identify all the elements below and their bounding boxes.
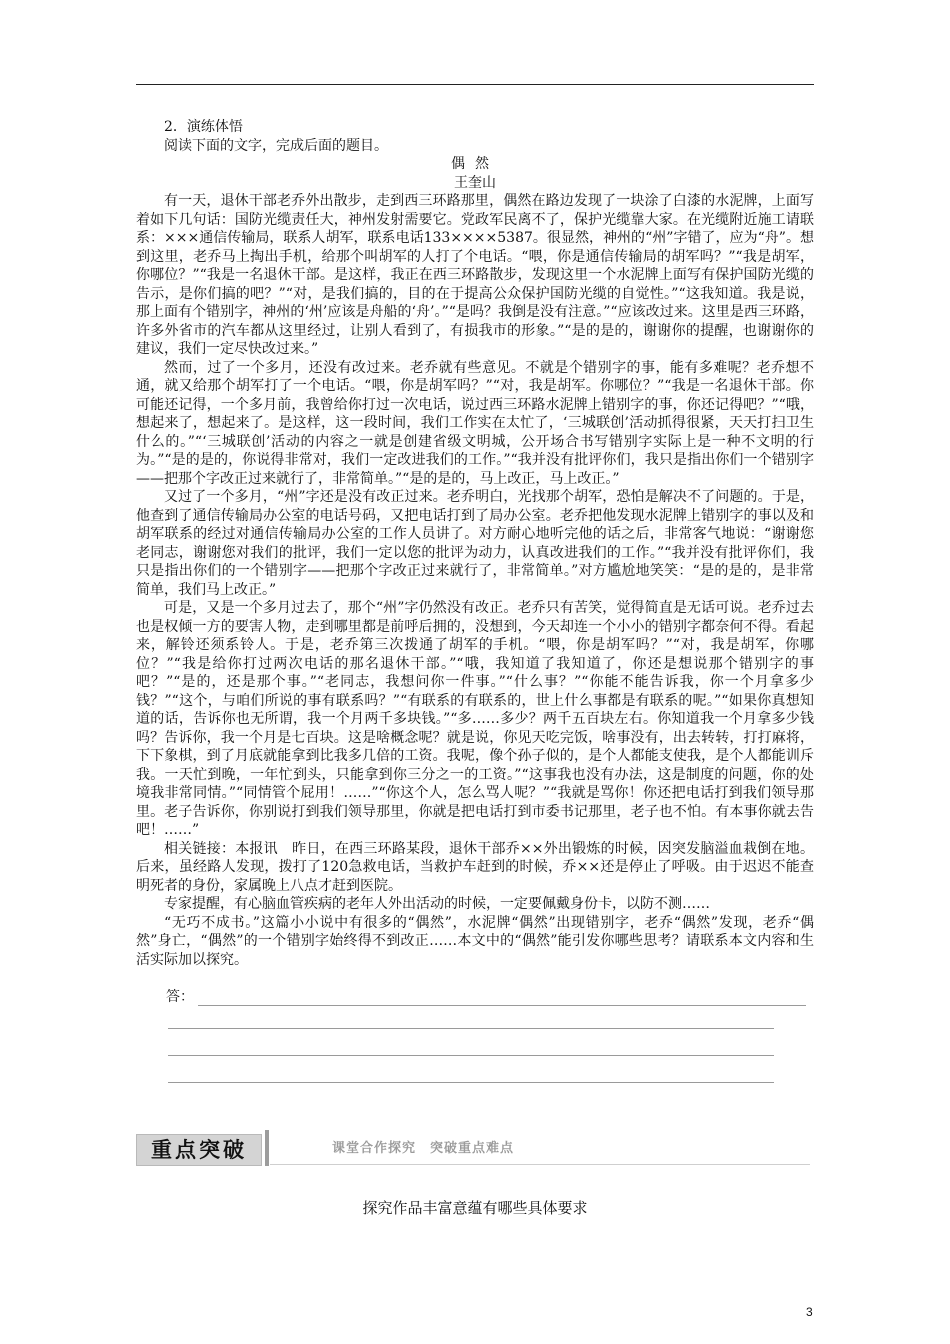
story-paragraph: 又过了一个多月，“州”字还是没有改正过来。老乔明白，光找那个胡军，恐怕是解决不了问题的。于是，他查到了通信传输局办公室的电话号码，又把电话打到了局办公室。老乔把他发现水泥牌上错别字的事以及和胡军联系的经过对通信传输局办公室的工作人员讲了。对方耐心地听完他的话之后，非常客气地说：“谢谢您老同志，谢谢您对我们的批评，我们一定以您的批评为动力，认真改进我们的工作。”“我并没有批评你们，我只是指出你们的一个错别字——把那个字改正过来就行了，非常简单。”对方尴尬地笑笑：“是的是的，是非常简单，我们马上改正。” — [136, 489, 814, 598]
story-paragraph: 可是，又是一个多月过去了，那个“州”字仍然没有改正。老乔只有苦笑，觉得简直是无话可说。老乔过去也是权倾一方的要害人物，走到哪里都是前呼后拥的，没想到，今天却连一个小小的错别字都奈何不得。看起来，解铃还须系铃人。于是，老乔第三次拨通了胡军的手机。“喂，你是胡军吗？”“对，我是胡军，你哪位？”“我是给你打过两次电话的那名退休干部。”“哦，我知道了我知道了，你还是想说那个错别字的事吧？”“是的，还是那个事。”“老同志，我想问你一件事。”“什么事？”“你能不能告诉我，你一个月拿多少钱？”“这个，与咱们所说的事有联系吗？”“有联系的有联系的，世上什么事都是有联系的呢。”“如果你真想知道的话，告诉你也无所谓，我一个月两千多块钱。”“多……多少？两千五百块左右。你知道我一个月拿多少钱吗？告诉你，我一个月是七百块。这是啥概念呢？就是说，你见天吃完饭，啥事没有，出去转转，打打麻将，下下象棋，到了月底就能拿到比我多几倍的工资。我呢，像个孙子似的，是个人都能支使我，是个人都能训斥我。一天忙到晚，一年忙到头，只能拿到你三分之一的工资。”“这事我也没有办法，这是制度的问题，你的处境我非常同情。”“同情管个屁用！……”“你这个人，怎么骂人呢？”“我就是骂你！你还把电话打到我们领导那里。老子告诉你，你别说打到我们领导那里，你就是把电话打到市委书记那里，老子也不怕。有本事你就去告吧！……” — [136, 600, 814, 838]
banner-title: 重点突破 — [136, 1134, 262, 1166]
page-number: 3 — [806, 1305, 813, 1319]
story-title: 偶然 — [451, 156, 499, 172]
answer-line[interactable] — [168, 1082, 774, 1083]
story-paragraph: 然而，过了一个多月，还没有改过来。老乔就有些意见。不就是个错别字的事，能有多难呢？老乔想不通，就又给那个胡军打了一个电话。“喂，你是胡军吗？”“对，我是胡军。你哪位？”“我是一名退休干部。你可能还记得，一个多月前，我曾给你打过一次电话，说过西三环路水泥牌上错别字的事，你还记得吧？”“哦，想起来了，想起来了。是这样，这一段时间，我们工作实在太忙了，‘三城联创’活动抓得很紧，天天打扫卫生什么的。”“‘三城联创’活动的内容之一就是创建省级文明城，公开场合书写错别字实际上是一种不文明的行为。”“是的是的，你说得非常对，我们一定改进我们的工作。”“我并没有批评你们，我只是指出你们一个错别字——把那个字改正过来就行了，非常简单。”“是的是的，马上改正，马上改正。” — [136, 359, 814, 487]
exercise-instruction: 阅读下面的文字，完成后面的题目。 — [164, 137, 388, 154]
header-rule — [136, 84, 814, 85]
story-author: 王奎山 — [454, 174, 496, 191]
question-paragraph: “无巧不成书。”这篇小小说中有很多的“偶然”，水泥牌“偶然”出现错别字，老乔“偶然”发现，老乔“偶然”身亡，“偶然”的一个错别字始终得不到改正……本文中的“偶然”能引发你哪些思考？请联系本文内容和生活实际加以探究。 — [136, 914, 814, 968]
exercise-heading: 2．演练体悟 — [164, 119, 243, 135]
section-banner — [136, 1130, 814, 1170]
section-heading: 探究作品丰富意蕴有哪些具体要求 — [362, 1199, 588, 1217]
answer-label: 答： — [166, 989, 194, 1005]
answer-line[interactable] — [168, 1028, 774, 1029]
answer-line[interactable] — [198, 1005, 806, 1006]
banner-subtitle: 课堂合作探究 突破重点难点 — [332, 1141, 515, 1156]
banner-divider — [265, 1130, 269, 1166]
answer-line[interactable] — [168, 1055, 774, 1056]
story-paragraph: 有一天，退休干部老乔外出散步，走到西三环路那里，偶然在路边发现了一块涂了白漆的水泥牌，上面写着如下几句话：国防光缆责任大，神州发射需要它。党政军民离不了，保护光缆靠大家。在光缆附近施工请联系：×××通信传输局，联系人胡军，联系电话133××××5387。很显然，神州的“州”字错了，应为“舟”。想到这里，老乔马上掏出手机，给那个叫胡军的人打了个电话。“喂，你是通信传输局的胡军吗？”“我是胡军，你哪位？”“我是一名退休干部。是这样，我正在西三环路散步，发现这里一个水泥牌上面写有保护国防光缆的告示，是你们搞的吧？”“对，是我们搞的，目的在于提高公众保护国防光缆的自觉性。”“这我知道。我是说，那上面有个错别字，神州的‘州’应该是舟船的‘舟’。”“是吗？我倒是没有注意。”“应该改过来。这里是西三环路，许多外省市的汽车都从这里经过，让别人看到了，有损我市的形象。”“是的是的，谢谢你的提醒，也谢谢你的建议，我们一定尽快改过来。” — [136, 193, 814, 357]
expert-tip-paragraph: 专家提醒，有心脑血管疾病的老年人外出活动的时候，一定要佩戴身份卡，以防不测…… — [164, 896, 710, 912]
banner-underline — [270, 1164, 810, 1165]
exercise-section — [136, 118, 814, 969]
related-link-paragraph: 相关链接：本报讯 昨日，在西三环路某段，退休干部乔××外出锻炼的时候，因突发脑溢血栽倒在地。后来，虽经路人发现，拨打了120急救电话，当救护车赶到的时候，乔××还是停止了呼吸。由于迟迟不能查明死者的身份，家属晚上八点才赶到医院。 — [136, 840, 814, 894]
